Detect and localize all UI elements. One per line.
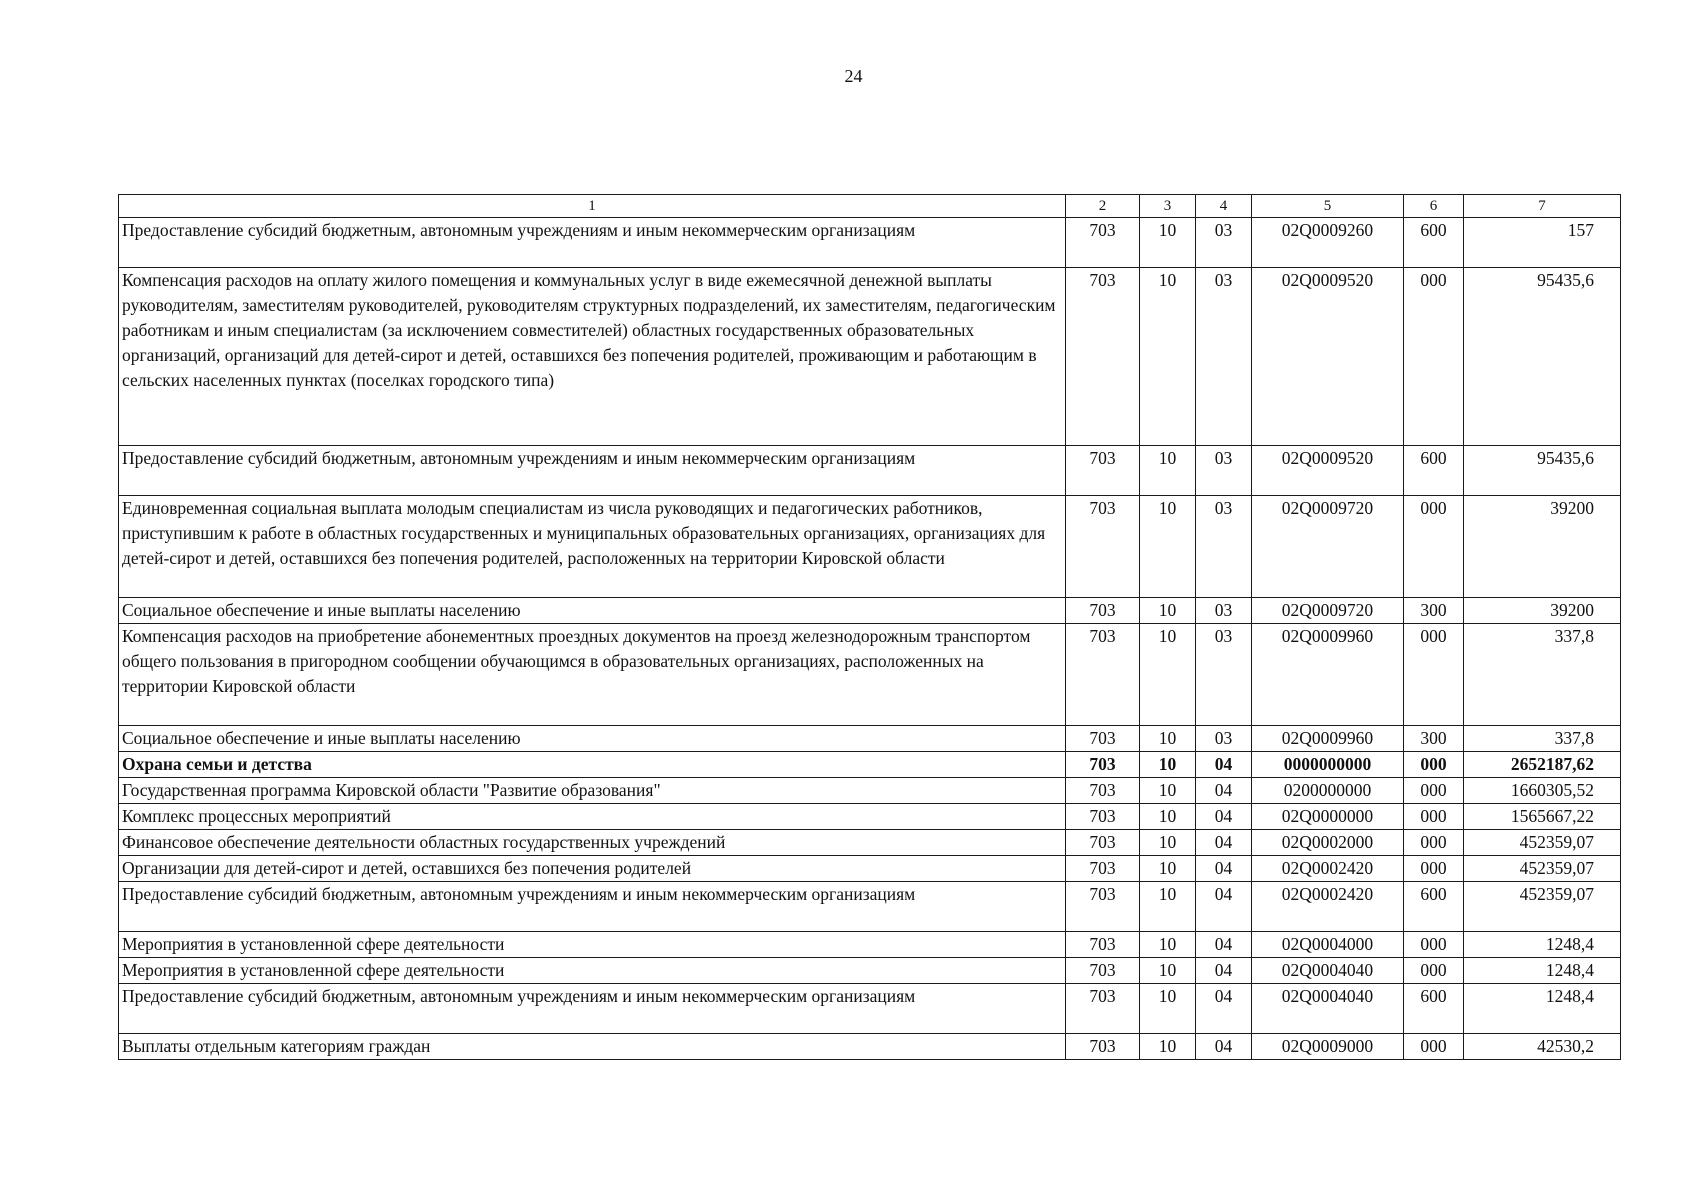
row-name-cell: Охрана семьи и детства [119, 752, 1066, 778]
amount-cell: 337,8 [1464, 624, 1621, 726]
ved-code-cell: 703 [1066, 218, 1140, 268]
row-name-cell: Организации для детей-сирот и детей, оставшихся без попечения родителей [119, 856, 1066, 882]
target-article-code-cell: 02Q0009960 [1252, 726, 1404, 752]
amount-cell: 39200 [1464, 598, 1621, 624]
subsection-code-cell: 03 [1196, 726, 1252, 752]
amount-cell: 452359,07 [1464, 856, 1621, 882]
expense-type-code-cell: 000 [1404, 496, 1464, 598]
expense-type-code-cell: 600 [1404, 882, 1464, 932]
subsection-code-cell: 03 [1196, 624, 1252, 726]
table-row [119, 932, 1621, 958]
column-header: 5 [1252, 195, 1404, 218]
expense-type-code-cell: 000 [1404, 624, 1464, 726]
ved-code-cell: 703 [1066, 932, 1140, 958]
table-row [119, 624, 1621, 726]
expense-type-code-cell: 000 [1404, 752, 1464, 778]
section-code-cell: 10 [1140, 1034, 1196, 1060]
row-name-cell: Социальное обеспечение и иные выплаты населению [119, 598, 1066, 624]
amount-cell: 157 [1464, 218, 1621, 268]
subsection-code-cell: 04 [1196, 984, 1252, 1034]
ved-code-cell: 703 [1066, 598, 1140, 624]
amount-cell: 1565667,22 [1464, 804, 1621, 830]
target-article-code-cell: 02Q0009720 [1252, 598, 1404, 624]
subsection-code-cell: 03 [1196, 598, 1252, 624]
budget-table [118, 194, 1621, 1060]
section-code-cell: 10 [1140, 804, 1196, 830]
table-body [119, 218, 1621, 1060]
table-row [119, 778, 1621, 804]
row-name-cell: Предоставление субсидий бюджетным, автономным учреждениям и иным некоммерческим организациям [119, 882, 1066, 932]
table-row [119, 856, 1621, 882]
subsection-code-cell: 04 [1196, 830, 1252, 856]
page-number: 24 [844, 66, 863, 86]
header-row [119, 195, 1621, 218]
column-header: 4 [1196, 195, 1252, 218]
row-name-cell: Мероприятия в установленной сфере деятельности [119, 932, 1066, 958]
row-name-cell: Мероприятия в установленной сфере деятельности [119, 958, 1066, 984]
target-article-code-cell: 02Q0009520 [1252, 446, 1404, 496]
subsection-code-cell: 04 [1196, 932, 1252, 958]
row-name-cell: Предоставление субсидий бюджетным, автономным учреждениям и иным некоммерческим организациям [119, 218, 1066, 268]
column-header: 2 [1066, 195, 1140, 218]
expense-type-code-cell: 600 [1404, 218, 1464, 268]
target-article-code-cell: 02Q0004000 [1252, 932, 1404, 958]
subsection-code-cell: 04 [1196, 856, 1252, 882]
row-name-cell: Государственная программа Кировской области "Развитие образования" [119, 778, 1066, 804]
target-article-code-cell: 02Q0009960 [1252, 624, 1404, 726]
target-article-code-cell: 02Q0002000 [1252, 830, 1404, 856]
ved-code-cell: 703 [1066, 726, 1140, 752]
section-code-cell: 10 [1140, 752, 1196, 778]
subsection-code-cell: 04 [1196, 958, 1252, 984]
expense-type-code-cell: 600 [1404, 446, 1464, 496]
amount-cell: 337,8 [1464, 726, 1621, 752]
ved-code-cell: 703 [1066, 984, 1140, 1034]
column-header: 3 [1140, 195, 1196, 218]
expense-type-code-cell: 000 [1404, 804, 1464, 830]
target-article-code-cell: 02Q0002420 [1252, 882, 1404, 932]
amount-cell: 1248,4 [1464, 958, 1621, 984]
expense-type-code-cell: 000 [1404, 958, 1464, 984]
section-code-cell: 10 [1140, 778, 1196, 804]
section-code-cell: 10 [1140, 218, 1196, 268]
row-name-cell: Компенсация расходов на оплату жилого помещения и коммунальных услуг в виде ежемесячной денежной выплаты руководителям, заместителям руководителей, руководителям структурных подразделений, их заместителям, педагогическим работникам и иным специалистам (за исключением совместителей) областных государственных образовательных организаций, организаций для детей-сирот и детей, оставшихся без попечения родителей, проживающим и работающим в сельских населенных пунктах (поселках городского типа) [119, 268, 1066, 446]
subsection-code-cell: 04 [1196, 752, 1252, 778]
section-code-cell: 10 [1140, 624, 1196, 726]
table-row [119, 496, 1621, 598]
table-row [119, 958, 1621, 984]
section-code-cell: 10 [1140, 932, 1196, 958]
expense-type-code-cell: 000 [1404, 1034, 1464, 1060]
target-article-code-cell: 02Q0004040 [1252, 984, 1404, 1034]
table-row [119, 804, 1621, 830]
amount-cell: 95435,6 [1464, 268, 1621, 446]
row-name-cell: Социальное обеспечение и иные выплаты населению [119, 726, 1066, 752]
row-name-cell: Единовременная социальная выплата молодым специалистам из числа руководящих и педагогических работников, приступившим к работе в областных государственных и муниципальных образовательных организациях, организациях для детей-сирот и детей, оставшихся без попечения родителей, расположенных на территории Кировской области [119, 496, 1066, 598]
table-row [119, 218, 1621, 268]
target-article-code-cell: 02Q0009720 [1252, 496, 1404, 598]
table-row [119, 446, 1621, 496]
amount-cell: 452359,07 [1464, 882, 1621, 932]
target-article-code-cell: 02Q0009000 [1252, 1034, 1404, 1060]
subsection-code-cell: 03 [1196, 446, 1252, 496]
amount-cell: 452359,07 [1464, 830, 1621, 856]
section-code-cell: 10 [1140, 496, 1196, 598]
row-name-cell: Выплаты отдельным категориям граждан [119, 1034, 1066, 1060]
expense-type-code-cell: 000 [1404, 268, 1464, 446]
amount-cell: 39200 [1464, 496, 1621, 598]
ved-code-cell: 703 [1066, 856, 1140, 882]
ved-code-cell: 703 [1066, 778, 1140, 804]
section-code-cell: 10 [1140, 830, 1196, 856]
table-row [119, 268, 1621, 446]
table-row [119, 726, 1621, 752]
subsection-code-cell: 03 [1196, 496, 1252, 598]
column-header: 6 [1404, 195, 1464, 218]
section-code-cell: 10 [1140, 856, 1196, 882]
expense-type-code-cell: 000 [1404, 932, 1464, 958]
ved-code-cell: 703 [1066, 882, 1140, 932]
section-code-cell: 10 [1140, 446, 1196, 496]
subsection-code-cell: 04 [1196, 882, 1252, 932]
column-header: 1 [119, 195, 1066, 218]
row-name-cell: Финансовое обеспечение деятельности областных государственных учреждений [119, 830, 1066, 856]
section-code-cell: 10 [1140, 268, 1196, 446]
section-code-cell: 10 [1140, 598, 1196, 624]
amount-cell: 1248,4 [1464, 984, 1621, 1034]
amount-cell: 2652187,62 [1464, 752, 1621, 778]
subsection-code-cell: 04 [1196, 778, 1252, 804]
table-row [119, 752, 1621, 778]
target-article-code-cell: 02Q0009520 [1252, 268, 1404, 446]
target-article-code-cell: 0000000000 [1252, 752, 1404, 778]
expense-type-code-cell: 300 [1404, 726, 1464, 752]
ved-code-cell: 703 [1066, 804, 1140, 830]
ved-code-cell: 703 [1066, 958, 1140, 984]
row-name-cell: Компенсация расходов на приобретение абонементных проездных документов на проезд железнодорожным транспортом общего пользования в пригородном сообщении обучающимся в образовательных организациях, расположенных на территории Кировской области [119, 624, 1066, 726]
section-code-cell: 10 [1140, 882, 1196, 932]
table-row [119, 984, 1621, 1034]
ved-code-cell: 703 [1066, 1034, 1140, 1060]
section-code-cell: 10 [1140, 984, 1196, 1034]
target-article-code-cell: 02Q0000000 [1252, 804, 1404, 830]
amount-cell: 95435,6 [1464, 446, 1621, 496]
target-article-code-cell: 02Q0002420 [1252, 856, 1404, 882]
target-article-code-cell: 02Q0009260 [1252, 218, 1404, 268]
expense-type-code-cell: 000 [1404, 856, 1464, 882]
ved-code-cell: 703 [1066, 752, 1140, 778]
table-row [119, 1034, 1621, 1060]
row-name-cell: Предоставление субсидий бюджетным, автономным учреждениям и иным некоммерческим организациям [119, 446, 1066, 496]
subsection-code-cell: 03 [1196, 268, 1252, 446]
table-row [119, 598, 1621, 624]
expense-type-code-cell: 000 [1404, 778, 1464, 804]
subsection-code-cell: 04 [1196, 1034, 1252, 1060]
expense-type-code-cell: 600 [1404, 984, 1464, 1034]
column-header: 7 [1464, 195, 1621, 218]
target-article-code-cell: 02Q0004040 [1252, 958, 1404, 984]
section-code-cell: 10 [1140, 726, 1196, 752]
subsection-code-cell: 04 [1196, 804, 1252, 830]
target-article-code-cell: 0200000000 [1252, 778, 1404, 804]
row-name-cell: Комплекс процессных мероприятий [119, 804, 1066, 830]
ved-code-cell: 703 [1066, 624, 1140, 726]
ved-code-cell: 703 [1066, 496, 1140, 598]
amount-cell: 1248,4 [1464, 932, 1621, 958]
ved-code-cell: 703 [1066, 830, 1140, 856]
subsection-code-cell: 03 [1196, 218, 1252, 268]
table-row [119, 882, 1621, 932]
amount-cell: 1660305,52 [1464, 778, 1621, 804]
row-name-cell: Предоставление субсидий бюджетным, автономным учреждениям и иным некоммерческим организациям [119, 984, 1066, 1034]
table-row [119, 830, 1621, 856]
expense-type-code-cell: 300 [1404, 598, 1464, 624]
ved-code-cell: 703 [1066, 446, 1140, 496]
amount-cell: 42530,2 [1464, 1034, 1621, 1060]
expense-type-code-cell: 000 [1404, 830, 1464, 856]
ved-code-cell: 703 [1066, 268, 1140, 446]
section-code-cell: 10 [1140, 958, 1196, 984]
